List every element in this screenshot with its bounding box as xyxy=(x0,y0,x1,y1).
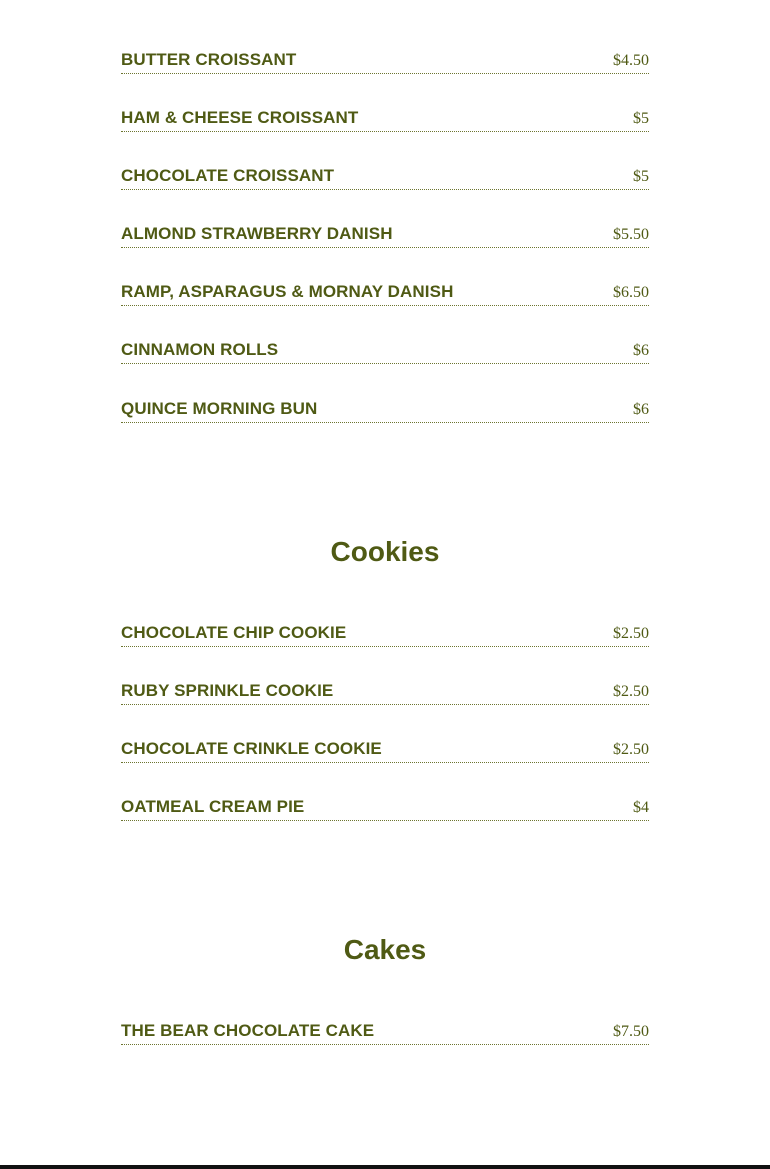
menu-item-name: QUINCE MORNING BUN xyxy=(121,399,318,418)
menu-item-name: CINNAMON ROLLS xyxy=(121,340,279,359)
menu-item-price: $6.50 xyxy=(613,284,649,301)
menu-item-name: CHOCOLATE CRINKLE COOKIE xyxy=(121,739,382,758)
dotted-divider xyxy=(121,73,649,74)
menu-item-price: $4.50 xyxy=(613,52,649,69)
dotted-divider xyxy=(121,305,649,306)
menu-item-price: $2.50 xyxy=(613,741,649,758)
dotted-divider xyxy=(121,646,649,647)
dotted-divider xyxy=(121,131,649,132)
menu-item xyxy=(121,1021,649,1094)
menu-item-price: $7.50 xyxy=(613,1023,649,1040)
menu-item-price: $6 xyxy=(633,401,649,418)
menu-item-name: RUBY SPRINKLE COOKIE xyxy=(121,681,334,700)
menu-item-price: $2.50 xyxy=(613,625,649,642)
menu-item xyxy=(121,797,649,870)
menu-item-name: THE BEAR CHOCOLATE CAKE xyxy=(121,1021,375,1040)
menu-item-name: RAMP, ASPARAGUS & MORNAY DANISH xyxy=(121,282,454,301)
menu-item-price: $2.50 xyxy=(613,683,649,700)
menu-item-price: $6 xyxy=(633,342,649,359)
menu-item-name: CHOCOLATE CHIP COOKIE xyxy=(121,623,347,642)
menu-item-name: BUTTER CROISSANT xyxy=(121,50,297,69)
dotted-divider xyxy=(121,820,649,821)
section-title-cookies: Cookies xyxy=(330,536,440,567)
dotted-divider xyxy=(121,247,649,248)
menu-item-price: $5 xyxy=(633,168,649,185)
menu-item-name: CHOCOLATE CROISSANT xyxy=(121,166,335,185)
dotted-divider xyxy=(121,704,649,705)
menu-item xyxy=(121,399,649,472)
section-title-cakes: Cakes xyxy=(343,934,427,965)
dotted-divider xyxy=(121,762,649,763)
dotted-divider xyxy=(121,422,649,423)
menu-item-price: $5.50 xyxy=(613,226,649,243)
menu-item-name: ALMOND STRAWBERRY DANISH xyxy=(121,224,393,243)
dotted-divider xyxy=(121,363,649,364)
menu-item-price: $4 xyxy=(633,799,649,816)
footer-bar xyxy=(0,1165,770,1169)
dotted-divider xyxy=(121,1044,649,1045)
menu-item-price: $5 xyxy=(633,110,649,127)
menu-item-name: OATMEAL CREAM PIE xyxy=(121,797,305,816)
menu-item-name: HAM & CHEESE CROISSANT xyxy=(121,108,359,127)
dotted-divider xyxy=(121,189,649,190)
